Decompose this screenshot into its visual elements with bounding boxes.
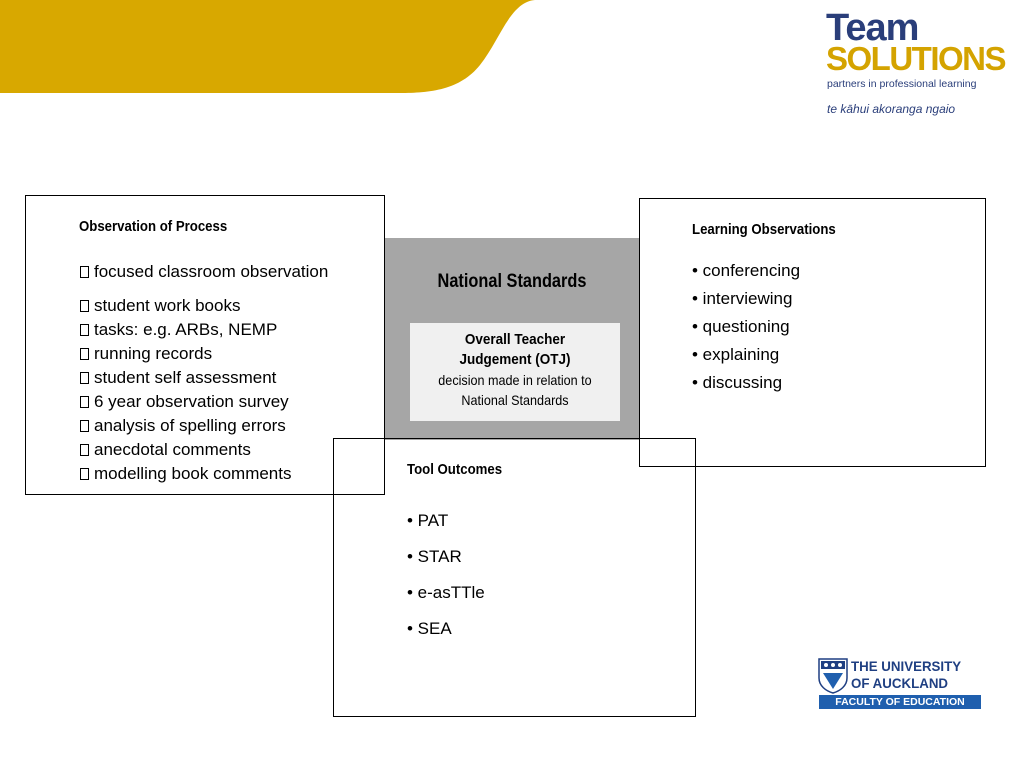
list-item — [80, 438, 328, 462]
list-item — [80, 462, 328, 486]
otj-box — [410, 323, 620, 421]
uoa-name-line-2: OF AUCKLAND — [851, 675, 949, 691]
list-item: • questioning — [692, 317, 790, 336]
checkbox-glyph-icon — [80, 420, 89, 432]
otj-line-2: Judgement (OTJ) — [459, 351, 571, 368]
checkbox-glyph-icon — [80, 396, 89, 408]
university-crest-icon — [818, 658, 848, 694]
national-standards-title: National Standards — [437, 271, 587, 292]
observation-of-process-title: Observation of Process — [79, 218, 228, 235]
uoa-faculty-banner: FACULTY OF EDUCATION — [819, 695, 981, 709]
list-item — [80, 260, 328, 284]
learning-observations-panel — [639, 198, 986, 467]
list-item: • conferencing — [692, 261, 801, 280]
uoa-name-line-1: THE UNIVERSITY — [851, 658, 962, 674]
list-item: • discussing — [692, 373, 783, 392]
logo-solutions-text: SOLUTIONS — [826, 40, 1006, 77]
list-item: • explaining — [692, 345, 780, 364]
observation-of-process-panel — [25, 195, 385, 495]
gold-swoosh-decoration — [0, 0, 540, 96]
list-item-label: focused classroom observation — [94, 262, 329, 281]
list-item — [80, 342, 328, 366]
checkbox-glyph-icon — [80, 348, 89, 360]
otj-line-4: National Standards — [461, 392, 569, 408]
list-item-label: analysis of spelling errors — [94, 416, 286, 435]
team-solutions-logo — [826, 7, 1006, 120]
checkbox-glyph-icon — [80, 444, 89, 456]
list-item: • PAT — [407, 511, 449, 530]
list-item-label: 6 year observation survey — [94, 392, 289, 411]
list-item — [80, 390, 328, 414]
checkbox-glyph-icon — [80, 300, 89, 312]
list-item-label: running records — [94, 344, 213, 363]
tool-outcomes-panel — [333, 438, 696, 717]
observation-of-process-list — [80, 260, 328, 486]
logo-tagline: partners in professional learning — [827, 78, 977, 90]
learning-observations-list — [692, 257, 800, 397]
list-item — [80, 294, 328, 318]
tool-outcomes-list — [407, 503, 485, 647]
list-item-label: anecdotal comments — [94, 440, 251, 459]
list-item: • STAR — [407, 547, 462, 566]
list-item: • interviewing — [692, 289, 793, 308]
list-item-label: modelling book comments — [94, 464, 292, 483]
list-item — [80, 366, 328, 390]
list-item — [80, 414, 328, 438]
list-item: • e-asTTle — [407, 583, 485, 602]
tool-outcomes-title: Tool Outcomes — [407, 461, 503, 478]
logo-team-text: Team — [826, 7, 919, 49]
list-item — [80, 318, 328, 342]
checkbox-glyph-icon — [80, 468, 89, 480]
checkbox-glyph-icon — [80, 324, 89, 336]
learning-observations-title: Learning Observations — [692, 221, 836, 238]
checkbox-glyph-icon — [80, 266, 89, 278]
list-item-label: tasks: e.g. ARBs, NEMP — [94, 320, 278, 339]
otj-line-3: decision made in relation to — [438, 372, 592, 388]
logo-maori-tagline: te kāhui akoranga ngaio — [827, 102, 956, 116]
university-of-auckland-logo — [818, 658, 984, 710]
checkbox-glyph-icon — [80, 372, 89, 384]
list-item-label: student work books — [94, 296, 241, 315]
list-item: • SEA — [407, 619, 452, 638]
national-standards-box — [384, 238, 640, 440]
otj-line-1: Overall Teacher — [464, 331, 566, 348]
list-item-label: student self assessment — [94, 368, 277, 387]
